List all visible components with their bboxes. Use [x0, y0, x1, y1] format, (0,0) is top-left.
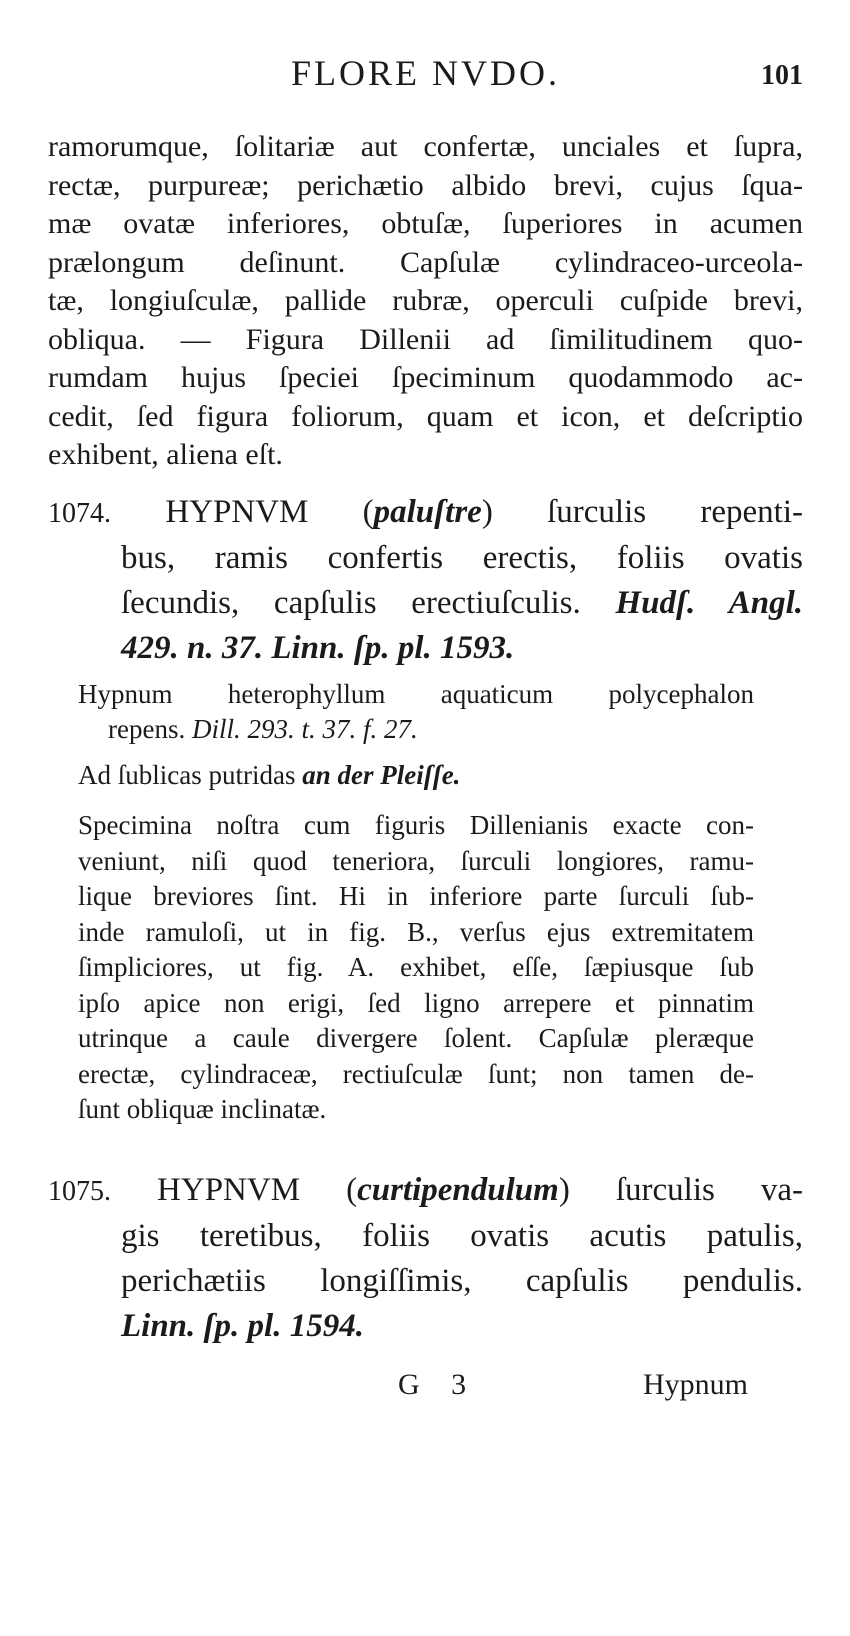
catchword: Hypnum	[643, 1368, 748, 1401]
text-line: ſunt obliquæ inclinatæ.	[78, 1094, 327, 1124]
reference-citation: Linn. ſp. pl. 1594.	[121, 1308, 364, 1344]
text-line: utrinque a caule divergere ſolent. Capſulæ pleræque	[78, 1023, 754, 1053]
diagnosis-text: ſurculis va-	[615, 1172, 804, 1208]
species-name: paluſtre	[373, 494, 482, 530]
reference-citation: Dill. 293. t. 37. f. 27.	[191, 714, 418, 744]
text-line: Specimina noſtra cum figuris Dillenianis exacte con-	[78, 810, 754, 840]
synonym-text: repens.	[108, 714, 186, 744]
habitat-text: Ad ſublicas putridas	[78, 760, 296, 790]
diagnosis-text: ſurculis repenti-	[547, 494, 804, 530]
entry-heading: 1074. HYPNVM (paluſtre) ſurculis repenti- bus, ramis confertis erectis, foliis ovatis ſecundis, capſulis erectiuſculis. Hudſ. Angl. 429. n. 37. Linn. ſp. pl. 1593.	[48, 490, 803, 671]
text-line: cedit, ſed figura foliorum, quam et icon, et deſcriptio	[48, 399, 803, 433]
diagnosis-text: ſecundis, capſulis erectiuſculis.	[121, 585, 581, 621]
diagnosis-line: perichætiis longiſſimis, capſulis pendulis.	[121, 1263, 803, 1299]
reference-citation: 429. n. 37. Linn. ſp. pl. 1593.	[121, 630, 515, 666]
text-line: inde ramuloſi, ut in fig. B., verſus ejus extremitatem	[78, 916, 754, 947]
entry-heading: 1075. HYPNVM (curtipendulum) ſurculis va- gis teretibus, foliis ovatis acutis patulis, perichætiis longiſſimis, capſulis pendulis. Linn. ſp. pl. 1594.	[48, 1168, 803, 1349]
diagnosis-line: gis teretibus, foliis ovatis acutis patulis,	[121, 1218, 803, 1254]
text-line: mæ ovatæ inferiores, obtuſæ, ſuperiores in acumen	[48, 207, 803, 240]
text-line: exhibent, aliena eſt.	[48, 438, 283, 471]
text-line: tæ, longiuſculæ, pallide rubræ, operculi cuſpide brevi,	[48, 284, 803, 317]
synonym-line: Hypnum heterophyllum aquaticum polycephalon	[78, 679, 754, 709]
species-name: curtipendulum	[357, 1172, 559, 1208]
habitat-line	[78, 758, 754, 793]
signature-mark: G 3	[398, 1368, 479, 1401]
page-number: 101	[761, 60, 803, 91]
text-line: erectæ, cylindraceæ, rectiuſculæ ſunt; non tamen de-	[78, 1058, 754, 1089]
running-head	[48, 52, 803, 102]
text-line: ipſo apice non erigi, ſed ligno arrepere et pinnatim	[78, 987, 754, 1018]
running-title: FLORE NVDO.	[290, 53, 560, 93]
reference-citation: Hudſ. Angl.	[615, 585, 803, 621]
text-line: obliqua. — Figura Dillenii ad ſimilitudinem quo-	[48, 322, 803, 356]
notes-paragraph	[78, 808, 754, 1128]
text-line: ſimpliciores, ut fig. A. exhibet, eſſe, ſæpiusque ſub	[78, 952, 754, 982]
text-line: veniunt, niſi quod teneriora, ſurculi longiores, ramu-	[78, 845, 754, 876]
entry-number: 1075.	[48, 1176, 111, 1207]
text-line: prælongum deſinunt. Capſulæ cylindraceo-urceola-	[48, 245, 803, 279]
entry-1075	[48, 1168, 803, 1349]
diagnosis-line: bus, ramis confertis erectis, foliis ovatis	[121, 540, 803, 576]
genus-name: HYPNVM	[157, 1172, 301, 1208]
entry-number: 1074.	[48, 498, 111, 529]
page-footer	[48, 1368, 748, 1408]
habitat-locality: an der Pleiſſe.	[302, 760, 461, 790]
text-line: ramorumque, ſolitariæ aut confertæ, unciales et ſupra,	[48, 130, 803, 163]
synonym-block	[78, 677, 754, 747]
entry-1074	[48, 490, 803, 671]
continuation-paragraph	[48, 128, 803, 475]
text-line: rumdam hujus ſpeciei ſpeciminum quodammodo ac-	[48, 361, 803, 394]
genus-name: HYPNVM	[165, 494, 309, 530]
text-line: rectæ, purpureæ; perichætio albido brevi, cujus ſqua-	[48, 168, 803, 202]
text-line: lique breviores ſint. Hi in inferiore parte ſurculi ſub-	[78, 881, 754, 911]
